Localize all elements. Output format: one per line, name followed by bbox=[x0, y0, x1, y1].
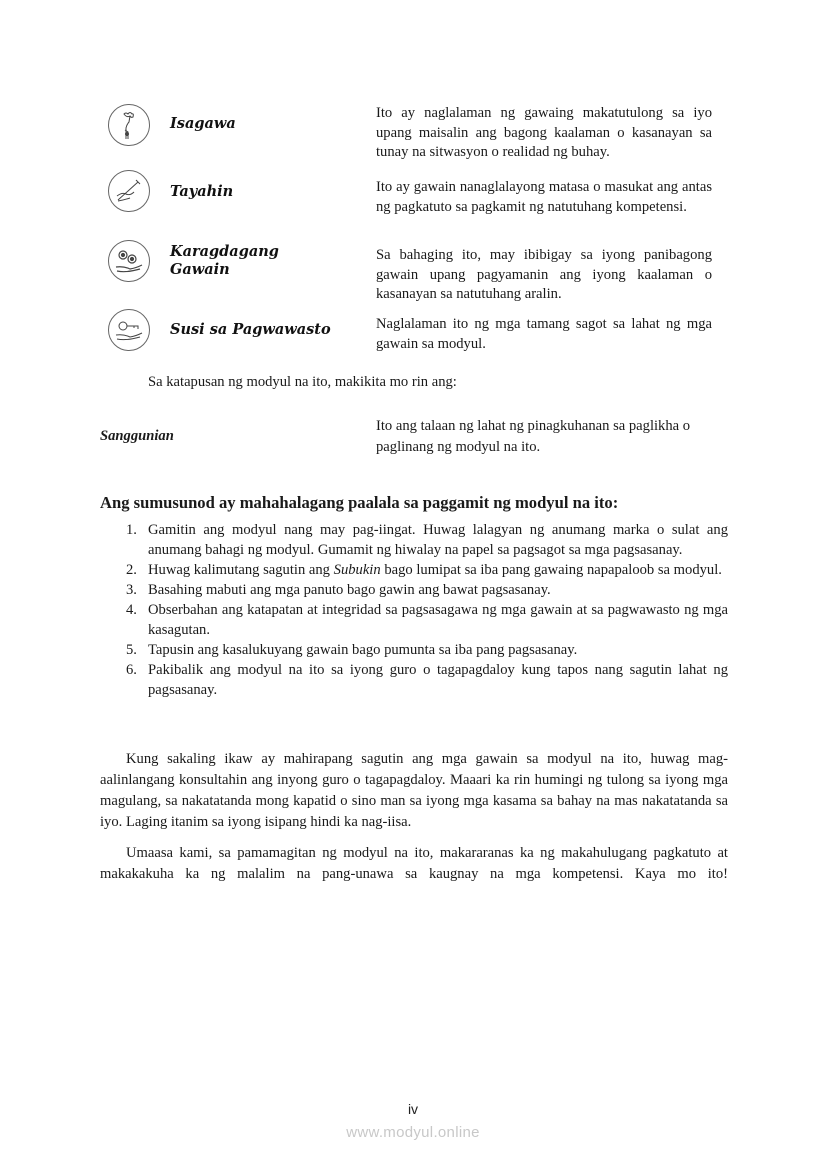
sanggunian-description: Ito ang talaan ng lahat ng pinagkuhanan sa paglikha o paglinang ng modyul na ito. bbox=[376, 418, 691, 455]
list-item bbox=[126, 600, 728, 640]
list-item-number: 3. bbox=[126, 582, 137, 598]
hand-key-icon bbox=[108, 309, 150, 351]
hand-writing-pen-icon bbox=[108, 170, 150, 212]
reminders-heading: Ang sumusunod ay mahahalagang paalala sa paggamit ng modyul na ito: bbox=[100, 493, 619, 512]
end-intro-text: Sa katapusan ng modyul na ito, makikita mo rin ang: bbox=[148, 374, 457, 390]
list-item-text-after: bago lumipat sa iba pang gawaing napapaloob sa modyul. bbox=[380, 562, 722, 578]
section-term-line-2: Gawain bbox=[170, 261, 230, 278]
section-term: Tayahin bbox=[170, 183, 234, 200]
section-description: Sa bahaging ito, may ibibigay sa iyong panibagong gawain upang pagyamanin ang iyong kaalaman o kasanayan sa natutuhang aralin. bbox=[376, 247, 712, 302]
list-item-number: 2. bbox=[126, 562, 137, 578]
page-number: iv bbox=[407, 1101, 419, 1117]
list-item bbox=[126, 660, 728, 700]
list-item bbox=[126, 580, 728, 600]
list-item-number: 4. bbox=[126, 602, 137, 618]
section-term: Isagawa bbox=[170, 115, 236, 132]
list-item-text-before: Huwag kalimutang sagutin ang bbox=[148, 562, 334, 578]
list-item-text: Gamitin ang modyul nang may pag-iingat. Huwag lalagyan ng anumang marka o sulat ang anumang bahagi ng modyul. Gumamit ng hiwalay na papel sa pagsagot sa mga pagsasanay. bbox=[148, 522, 728, 558]
watermark: www.modyul.online bbox=[346, 1124, 480, 1141]
list-item-text: Tapusin ang kasalukuyang gawain bago pumunta sa iba pang pagsasanay. bbox=[148, 642, 578, 658]
section-term bbox=[170, 243, 279, 279]
list-item-text bbox=[148, 562, 722, 578]
section-term-line-1: Karagdagang bbox=[170, 243, 279, 260]
section-term: Susi sa Pagwawasto bbox=[170, 321, 331, 338]
hand-planting-icon bbox=[108, 104, 150, 146]
closing-paragraph: Umaasa kami, sa pamamagitan ng modyul na ito, makararanas ka ng makahulugang pagkatuto at makakakuha ka ng malalim na pang-unawa sa kaugnay na mga kompetensi. Kaya mo ito! bbox=[100, 845, 728, 882]
help-paragraph: Kung sakaling ikaw ay mahirapang sagutin ang mga gawain sa modyul na ito, huwag mag-aalinlangang konsultahin ang inyong guro o tagapagdaloy. Maaari ka rin humingi ng tulong sa iyong mga magulang, sa nakatatanda mong kapatid o sino man sa iyong mga kasama sa bahay na mas nakatatanda sa iyo. Laging itanim sa iyong isipang hindi ka nag-iisa. bbox=[100, 751, 728, 830]
list-item bbox=[126, 560, 728, 580]
hand-gears-icon bbox=[108, 240, 150, 282]
sanggunian-term: Sanggunian bbox=[100, 428, 174, 444]
subukin-emphasis: Subukin bbox=[333, 562, 381, 578]
list-item-number: 6. bbox=[126, 662, 137, 678]
section-description: Ito ay gawain nanaglalayong matasa o masukat ang antas ng pagkatuto sa pagkamit ng natutuhang kompetensi. bbox=[376, 179, 712, 215]
reminders-list bbox=[126, 520, 728, 700]
list-item-number: 1. bbox=[126, 522, 137, 538]
section-description: Ito ay naglalaman ng gawaing makatutulong sa iyo upang maisalin ang bagong kaalaman o kasanayan sa tunay na sitwasyon o realidad ng buhay. bbox=[376, 105, 712, 160]
list-item-text: Obserbahan ang katapatan at integridad sa pagsasagawa ng mga gawain at sa pagwawasto ng mga kasagutan. bbox=[148, 602, 728, 638]
list-item bbox=[126, 520, 728, 560]
list-item bbox=[126, 640, 728, 660]
list-item-text: Pakibalik ang modyul na ito sa iyong guro o tagapagdaloy kung tapos nang sagutin lahat ng pagsasanay. bbox=[148, 662, 728, 698]
list-item-text: Basahing mabuti ang mga panuto bago gawin ang bawat pagsasanay. bbox=[148, 582, 551, 598]
list-item-number: 5. bbox=[126, 642, 137, 658]
section-description: Naglalaman ito ng mga tamang sagot sa lahat ng mga gawain sa modyul. bbox=[376, 316, 712, 352]
